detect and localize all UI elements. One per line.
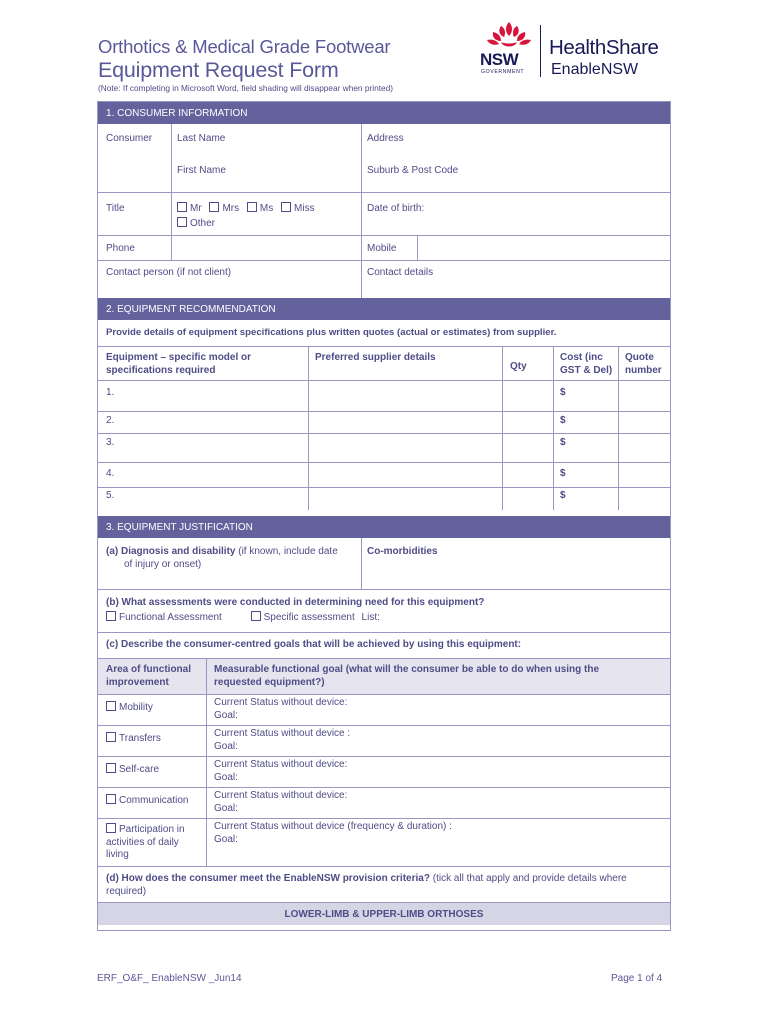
phone-field[interactable]: Phone (106, 243, 135, 254)
goal-area-daily-living: Participation in activities of daily living (106, 824, 185, 860)
functional-assessment-label: Functional Assessment (119, 612, 222, 623)
section-3-heading: 3. EQUIPMENT JUSTIFICATION (98, 516, 670, 538)
form-title-line1: Orthotics & Medical Grade Footwear (98, 36, 391, 57)
functional-assessment-checkbox[interactable] (106, 611, 116, 621)
goal-row-self-care[interactable]: Current Status without device: Goal: (214, 759, 348, 783)
col-goal-header: Measurable functional goal (what will the consumer be able to do when using the requested equipment?) (214, 664, 600, 688)
contact-details-field[interactable]: Contact details (367, 267, 434, 278)
col-quote-header: Quote number (625, 352, 662, 376)
government-wordmark: GOVERNMENT (481, 69, 525, 75)
last-name-field[interactable]: Last Name (177, 133, 226, 144)
ms-checkbox[interactable] (247, 202, 257, 212)
title-options-row2 (177, 217, 215, 231)
cost-row-4[interactable]: $ (560, 468, 566, 479)
transfers-checkbox[interactable] (106, 732, 116, 742)
diagnosis-disability-field[interactable]: (a) Diagnosis and disability (if known, include date of injury or onset) (106, 546, 338, 570)
assessment-options (106, 611, 380, 625)
col-equipment-header: Equipment – specific model or specifications required (106, 352, 252, 376)
other-checkbox[interactable] (177, 217, 187, 227)
col-cost-header: Cost (inc GST & Del) (560, 352, 613, 376)
goal-row-daily-living[interactable]: Current Status without device (frequency & duration) : Goal: (214, 821, 452, 845)
section-2-heading: 2. EQUIPMENT RECOMMENDATION (98, 298, 670, 320)
contact-person-label: Contact person (106, 267, 174, 278)
date-of-birth-field[interactable]: Date of birth: (367, 203, 425, 214)
suburb-postcode-field[interactable]: Suburb & Post Code (367, 165, 459, 176)
consumer-label: Consumer (106, 133, 153, 144)
section-1-heading: 1. CONSUMER INFORMATION (98, 102, 670, 124)
col-supplier-header: Preferred supplier details (315, 352, 436, 363)
contact-person-field[interactable] (106, 267, 231, 280)
goals-question: (c) Describe the consumer-centred goals that will be achieved by using this equipment: (106, 639, 522, 650)
mobile-field[interactable]: Mobile (367, 243, 397, 254)
orthoses-subheading: LOWER-LIMB & UPPER-LIMB ORTHOSES (98, 903, 670, 925)
mr-checkbox[interactable] (177, 202, 187, 212)
goal-area-transfers: Transfers (106, 732, 161, 746)
communication-checkbox[interactable] (106, 794, 116, 804)
daily-living-checkbox[interactable] (106, 823, 116, 833)
specific-assessment-list[interactable]: List: (361, 612, 380, 623)
goal-area-self-care: Self-care (106, 763, 159, 777)
ms-label: Ms (259, 203, 274, 214)
waratah-logo-icon (481, 20, 537, 52)
nsw-wordmark: NSW (480, 50, 519, 69)
cost-row-5[interactable]: $ (560, 490, 566, 501)
goal-area-communication: Communication (106, 794, 188, 808)
equipment-row-5[interactable]: 5. (106, 490, 115, 501)
cost-row-3[interactable]: $ (560, 437, 566, 448)
contact-person-note: (if not client) (176, 267, 232, 278)
specific-assessment-checkbox[interactable] (251, 611, 261, 621)
goal-area-mobility: Mobility (106, 701, 153, 715)
form-code: ERF_O&F_ EnableNSW _Jun14 (97, 973, 242, 984)
equipment-instruction: Provide details of equipment specifications plus written quotes (actual or estimates) from supplier. (106, 327, 557, 338)
logo-divider (540, 25, 541, 77)
mrs-checkbox[interactable] (209, 202, 219, 212)
equipment-row-4[interactable]: 4. (106, 468, 115, 479)
col-qty-header: Qty (510, 361, 527, 372)
goal-row-transfers[interactable]: Current Status without device : Goal: (214, 728, 351, 752)
page-number: Page 1 of 4 (611, 973, 663, 984)
cost-row-2[interactable]: $ (560, 415, 566, 426)
comorbidities-field[interactable]: Co-morbidities (367, 546, 438, 557)
mrs-label: Mrs (222, 203, 240, 214)
title-options-row1 (177, 202, 315, 216)
equipment-row-3[interactable]: 3. (106, 437, 115, 448)
cost-row-1[interactable]: $ (560, 387, 566, 398)
other-label: Other (190, 218, 216, 229)
equipment-request-form (97, 101, 671, 931)
specific-assessment-label: Specific assessment (263, 612, 355, 623)
miss-checkbox[interactable] (281, 202, 291, 212)
first-name-field[interactable]: First Name (177, 165, 226, 176)
col-area-header: Area of functional improvement (106, 664, 192, 688)
goal-row-mobility[interactable]: Current Status without device: Goal: (214, 697, 348, 721)
equipment-row-2[interactable]: 2. (106, 415, 115, 426)
word-shading-note: (Note: If completing in Microsoft Word, field shading will disappear when printed) (98, 83, 393, 93)
equipment-row-1[interactable]: 1. (106, 387, 115, 398)
enablensw-wordmark: EnableNSW (551, 61, 639, 78)
self-care-checkbox[interactable] (106, 763, 116, 773)
title-label: Title (106, 203, 125, 214)
assessments-question: (b) What assessments were conducted in determining need for this equipment? (106, 597, 485, 608)
mr-label: Mr (190, 203, 202, 214)
goal-row-communication[interactable]: Current Status without device: Goal: (214, 790, 348, 814)
mobility-checkbox[interactable] (106, 701, 116, 711)
address-field[interactable]: Address (367, 133, 404, 144)
healthshare-wordmark: HealthShare (549, 36, 659, 59)
provision-criteria-question: (d) How does the consumer meet the EnableNSW provision criteria? (tick all that apply and provide details where required) (106, 873, 627, 897)
form-title-line2: Equipment Request Form (98, 58, 339, 82)
miss-label: Miss (294, 203, 315, 214)
